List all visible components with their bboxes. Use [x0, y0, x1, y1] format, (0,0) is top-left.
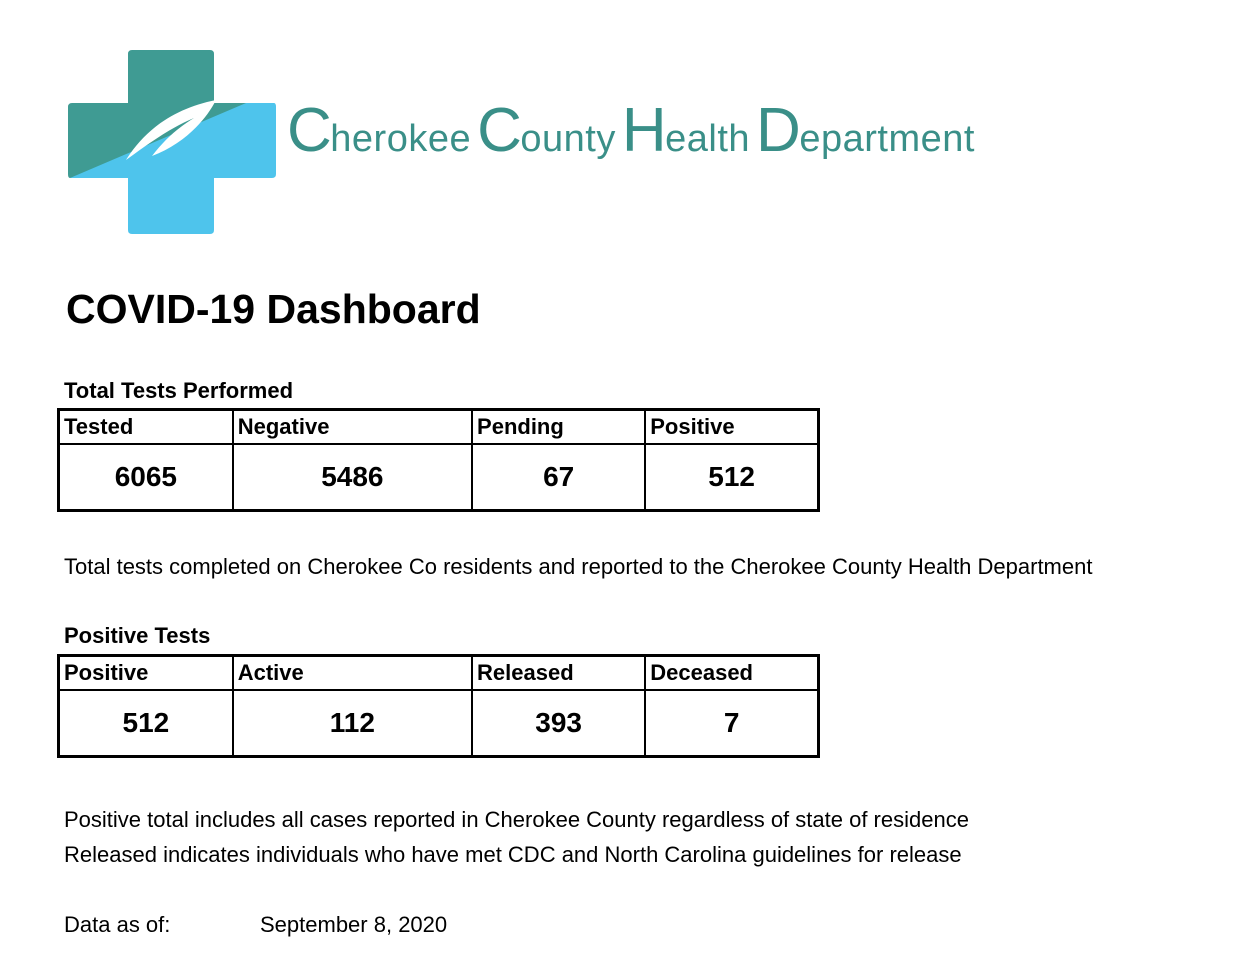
header-pending: Pending [472, 410, 645, 445]
data-as-of-label: Data as of: [64, 912, 171, 937]
value-tested: 6065 [59, 444, 233, 511]
table-row [59, 444, 819, 511]
header-deceased: Deceased [645, 656, 818, 691]
value-positive: 512 [645, 444, 818, 511]
dept-word-1: C herokee [287, 96, 472, 165]
value-deceased: 7 [645, 690, 818, 757]
dept-word-4: D epartment [756, 96, 975, 165]
header-active: Active [233, 656, 472, 691]
value-released: 393 [472, 690, 645, 757]
page-title: COVID-19 Dashboard [66, 286, 481, 332]
total-tests-table [57, 408, 820, 512]
data-as-of-date: September 8, 2020 [260, 912, 448, 937]
header-positive: Positive [645, 410, 818, 445]
header-tested: Tested [59, 410, 233, 445]
total-tests-note: Total tests completed on Cherokee Co residents and reported to the Cherokee County Health Department [64, 554, 1093, 579]
value-negative: 5486 [233, 444, 472, 511]
total-tests-title: Total Tests Performed [64, 378, 294, 403]
released-note: Released indicates individuals who have met CDC and North Carolina guidelines for release [64, 842, 962, 867]
dept-word-3: H ealth [621, 96, 751, 165]
department-name [287, 96, 981, 180]
value-positive: 512 [59, 690, 233, 757]
value-active: 112 [233, 690, 472, 757]
positive-tests-title: Positive Tests [64, 623, 211, 648]
medical-cross-leaf-icon [66, 48, 296, 238]
value-pending: 67 [472, 444, 645, 511]
table-row [59, 690, 819, 757]
table-header-row [59, 410, 819, 445]
positive-tests-table [57, 654, 820, 758]
header-released: Released [472, 656, 645, 691]
header-positive: Positive [59, 656, 233, 691]
dept-word-2: C ounty [477, 96, 616, 165]
table-header-row [59, 656, 819, 691]
header-negative: Negative [233, 410, 472, 445]
positive-total-note: Positive total includes all cases reported in Cherokee County regardless of state of residence [64, 807, 969, 832]
